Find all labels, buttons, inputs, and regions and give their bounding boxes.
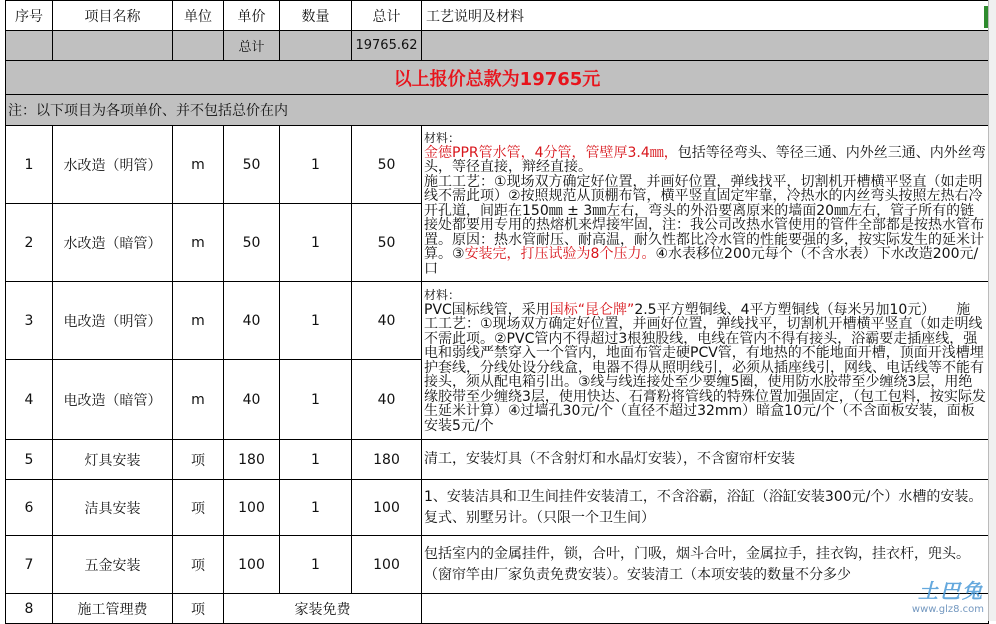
header-qty[interactable]: 数量	[280, 1, 352, 31]
header-no[interactable]: 序号	[6, 1, 53, 31]
row-no[interactable]: 3	[6, 282, 53, 360]
table-row	[6, 594, 989, 624]
desc-water-process-tail: ④水表移位200元每个（不含水表）下水改造200元/口	[424, 246, 979, 277]
row-total[interactable]: 100	[352, 480, 422, 536]
row-no[interactable]: 1	[6, 126, 53, 204]
row-name[interactable]: 电改造（明管）	[53, 282, 173, 360]
note-row	[6, 95, 989, 126]
row-no[interactable]: 5	[6, 440, 53, 480]
table-row	[6, 440, 989, 480]
row-unit[interactable]: 项	[173, 594, 224, 624]
row-unit[interactable]: m	[173, 126, 224, 204]
desc-water[interactable]	[422, 126, 989, 282]
summary-cell-empty[interactable]	[280, 31, 352, 61]
desc-elec-material-label: 材料：	[424, 287, 461, 302]
header-row	[6, 1, 989, 31]
note-text[interactable]: 注：以下项目为各项单价、并不包括总价在内	[6, 95, 989, 126]
desc-water-material-rest: 包括等径弯头、等径三通、内外丝三通、内外丝弯头，等径直接，辩经直接。	[424, 144, 986, 176]
row-unit[interactable]: 项	[173, 480, 224, 536]
row-name[interactable]: 水改造（明管）	[53, 126, 173, 204]
desc-water-material-red: 金德PPR管水管，4分管，管壁厚3.4㎜，	[424, 144, 678, 161]
row-price[interactable]: 40	[224, 282, 280, 360]
row-total[interactable]: 50	[352, 204, 422, 282]
row-price[interactable]: 50	[224, 204, 280, 282]
desc-water-process-red: 安装完，打压试验为8个压力。	[464, 246, 656, 263]
row-name[interactable]: 五金安装	[53, 536, 173, 594]
row-qty[interactable]: 1	[280, 126, 352, 204]
summary-cell-empty[interactable]	[422, 31, 989, 61]
header-price[interactable]: 单价	[224, 1, 280, 31]
table-row	[6, 126, 989, 204]
row-name[interactable]: 电改造（暗管）	[53, 360, 173, 440]
quote-sheet	[5, 0, 989, 624]
row-no[interactable]: 2	[6, 204, 53, 282]
row-name[interactable]: 灯具安装	[53, 440, 173, 480]
row-price[interactable]: 100	[224, 480, 280, 536]
row-no[interactable]: 4	[6, 360, 53, 440]
row-price[interactable]: 180	[224, 440, 280, 480]
table-row	[6, 282, 989, 360]
table-row	[6, 480, 989, 536]
row-name[interactable]: 洁具安装	[53, 480, 173, 536]
header-name[interactable]: 项目名称	[53, 1, 173, 31]
watermark	[912, 575, 984, 615]
row-unit[interactable]: 项	[173, 536, 224, 594]
header-total[interactable]: 总计	[352, 1, 422, 31]
watermark-logo: 土巴兔	[918, 579, 984, 603]
row-total[interactable]: 100	[352, 536, 422, 594]
row-total[interactable]: 50	[352, 126, 422, 204]
header-unit[interactable]: 单位	[173, 1, 224, 31]
summary-row	[6, 31, 989, 61]
row-qty[interactable]: 1	[280, 536, 352, 594]
row-price-merged[interactable]: 家装免费	[224, 594, 422, 624]
desc-elec-process: 工工艺：①现场双方确定好位置，并画好位置，弹线找平，切割机开槽横平竖直（如走明线不需此项。②PVC管内不得超过3根独股线，电线在管内不得有接头，浴霸要走插座线，强电和弱线严禁穿入一个管内，地面布管走硬PCV管，有地热的不能地面开槽，顶面开浅槽埋护套线，分线处设分线盒，电器不得从照明线引，必须从插座线引，网线、电话线等不能有接头，须从配电箱引出。③线与线连接处至少要缠5圈，使用防水胶带至少缠绕3层，用绝缘胶带至少缠绕3层，使用快达、石膏粉将管线的特殊位置加强固定，（包工包料，按实际发生延米计算）④过墙孔30元/个（直径不超过32mm）暗盒10元/个（不含面板安装，面板安装5元/个	[424, 316, 986, 434]
row-desc-empty[interactable]	[422, 594, 989, 624]
desc-elec[interactable]	[422, 282, 989, 440]
banner-row	[6, 61, 989, 95]
row-qty[interactable]: 1	[280, 360, 352, 440]
desc-sanitary[interactable]: 1、安装洁具和卫生间挂件安装清工，不含浴霸，浴缸（浴缸安装300元/个）水槽的安装。复式、别墅另计。（只限一个卫生间）	[422, 480, 989, 536]
summary-value[interactable]: 19765.62	[352, 31, 422, 61]
row-qty[interactable]: 1	[280, 480, 352, 536]
row-qty[interactable]: 1	[280, 204, 352, 282]
desc-elec-material-pre: PVC国标线管，采用	[424, 301, 550, 318]
total-banner[interactable]: 以上报价总款为19765元	[6, 61, 989, 95]
desc-elec-material-red: 国标“昆仑牌”	[549, 301, 635, 318]
desc-water-material-label: 材料：	[424, 130, 461, 145]
row-total[interactable]: 180	[352, 440, 422, 480]
desc-hardware[interactable]: 包括室内的金属挂件，锁，合叶，门吸，烟斗合叶，金属拉手，挂衣钩，挂衣杆，兜头。（窗帘竿由厂家负责免费安装）。安装清工（本项安装的数量不分多少	[422, 536, 989, 594]
summary-label[interactable]: 总计	[224, 31, 280, 61]
row-unit[interactable]: m	[173, 204, 224, 282]
row-total[interactable]: 40	[352, 282, 422, 360]
row-qty[interactable]: 1	[280, 440, 352, 480]
summary-cell-empty[interactable]	[53, 31, 173, 61]
table-row	[6, 536, 989, 594]
summary-cell-empty[interactable]	[173, 31, 224, 61]
row-price[interactable]: 40	[224, 360, 280, 440]
row-unit[interactable]: m	[173, 360, 224, 440]
desc-water-process: 施工工艺：①现场双方确定好位置，并画好位置，弹线找平，切割机开槽横平竖直（如走明线不需此项）②按照规范从顶棚布管，横平竖直固定牢靠，冷热水的内丝弯头按照左热右冷开孔道，间距在150㎜ ± 3㎜左右，弯头的外沿要离原来的墙面20㎜左右，管子所有的链接处都要用专用的热熔机来焊接牢固，注：我公司改热水管使用的管件全部都是按热水管布置。原因：热水管耐压、耐高温，耐久性都比冷水管的性能要强的多，按实际发生的延米计算。③	[424, 173, 984, 263]
row-total[interactable]: 40	[352, 360, 422, 440]
desc-light[interactable]: 清工，安装灯具（不含射灯和水晶灯安装），不含窗帘杆安装	[422, 440, 989, 480]
row-name[interactable]: 水改造（暗管）	[53, 204, 173, 282]
watermark-url: www.glz8.com	[911, 604, 984, 615]
header-desc[interactable]: 工艺说明及材料	[422, 1, 989, 31]
row-no[interactable]: 8	[6, 594, 53, 624]
summary-cell-empty[interactable]	[6, 31, 53, 61]
row-qty[interactable]: 1	[280, 282, 352, 360]
vertical-scrollbar[interactable]	[988, 0, 996, 621]
row-unit[interactable]: m	[173, 282, 224, 360]
row-price[interactable]: 50	[224, 126, 280, 204]
row-unit[interactable]: 项	[173, 440, 224, 480]
desc-elec-material-rest: 2.5平方塑铜线、4平方塑铜线（每米另加10元） 施	[634, 301, 971, 318]
row-name[interactable]: 施工管理费	[53, 594, 173, 624]
row-no[interactable]: 6	[6, 480, 53, 536]
row-no[interactable]: 7	[6, 536, 53, 594]
row-price[interactable]: 100	[224, 536, 280, 594]
